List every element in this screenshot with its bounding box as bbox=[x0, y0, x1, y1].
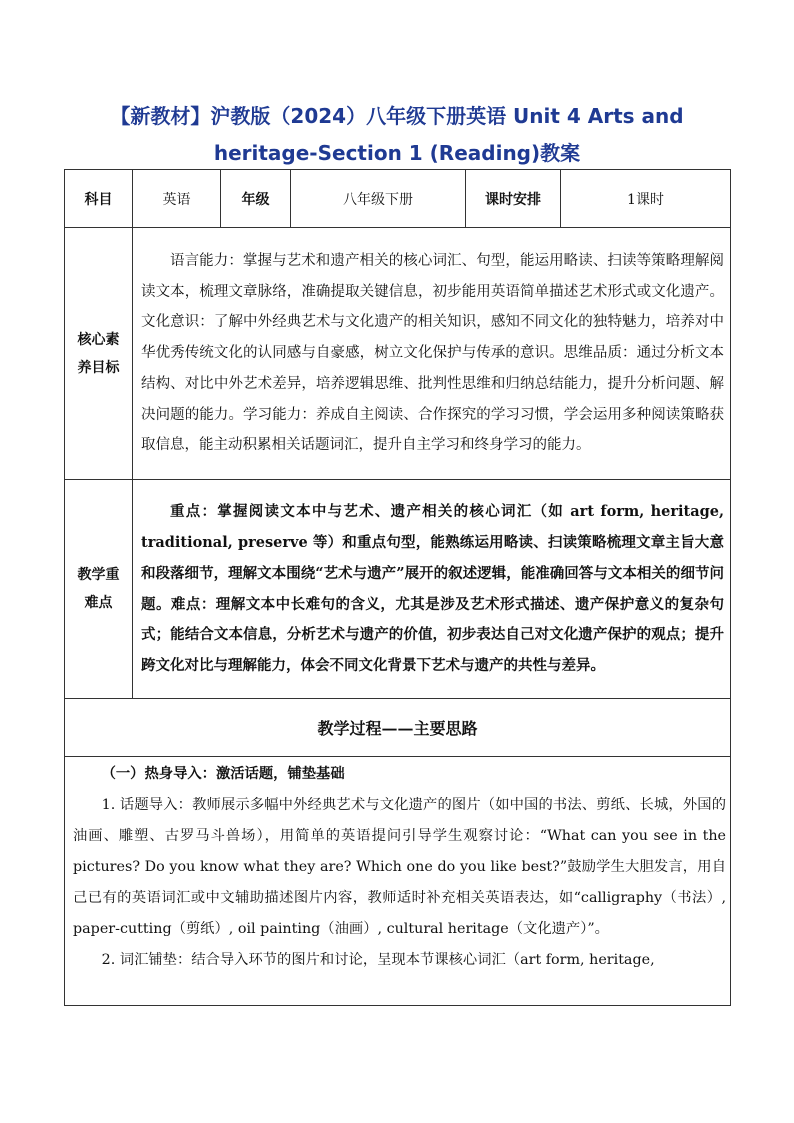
title-line-2: heritage-Section 1 (Reading)教案 bbox=[213, 141, 581, 165]
process-body bbox=[65, 757, 731, 1006]
title-line-1: 【新教材】沪教版（2024）八年级下册英语 Unit 4 Arts and bbox=[110, 104, 684, 128]
grade-value: 八年级下册 bbox=[291, 170, 466, 228]
grade-label: 年级 bbox=[221, 170, 291, 228]
process-title: 教学过程——主要思路 bbox=[65, 699, 731, 757]
subject-value: 英语 bbox=[133, 170, 221, 228]
key-points-text: 重点：掌握阅读文本中与艺术、遗产相关的核心词汇（如 art form, heritage, traditional, preserve 等）和重点句型，能熟练运用略读、扫读策略梳理文章主旨大意和段落细节，理解文本围绕“艺术与遗产”展开的叙述逻辑，能准确回答与文本相关的细节问题。难点：理解文本中长难句的含义，尤其是涉及艺术形式描述、遗产保护意义的复杂句式；能结合文本信息，分析艺术与遗产的价值，初步表达自己对文化遗产保护的观点；提升跨文化对比与理解能力，体会不同文化背景下艺术与遗产的共性与差异。 bbox=[133, 480, 731, 699]
process-item-2: 2. 词汇铺垫：结合导入环节的图片和讨论，呈现本节课核心词汇（art form, heritage, bbox=[101, 952, 655, 968]
document-title bbox=[64, 98, 730, 172]
hours-label: 课时安排 bbox=[466, 170, 561, 228]
process-body-row bbox=[65, 757, 731, 1006]
hours-value: 1课时 bbox=[561, 170, 731, 228]
process-item-1: 1. 话题导入：教师展示多幅中外经典艺术与文化遗产的图片（如中国的书法、剪纸、长城，外国的油画、雕塑、古罗马斗兽场），用简单的英语提问引导学生观察讨论：“What can you see in the pictures? Do you know what they are? Which one do you like best?”鼓励学生大胆发言，用自己已有的英语词汇或中文辅助描述图片内容，教师适时补充相关英语表达，如“calligraphy（书法）, paper-cutting（剪纸）, oil painting（油画）, cultural heritage（文化遗产）”。 bbox=[73, 797, 726, 937]
goals-text: 语言能力：掌握与艺术和遗产相关的核心词汇、句型，能运用略读、扫读等策略理解阅读文本，梳理文章脉络，准确提取关键信息，初步能用英语简单描述艺术形式或文化遗产。文化意识：了解中外经典艺术与文化遗产的相关知识，感知不同文化的独特魅力，培养对中华优秀传统文化的认同感与自豪感，树立文化保护与传承的意识。思维品质：通过分析文本结构、对比中外艺术差异，培养逻辑思维、批判性思维和归纳总结能力，提升分析问题、解决问题的能力。学习能力：养成自主阅读、合作探究的学习习惯，学会运用多种阅读策略获取信息，能主动积累相关话题词汇，提升自主学习和终身学习的能力。 bbox=[133, 228, 731, 480]
goals-row bbox=[65, 228, 731, 480]
header-row bbox=[65, 170, 731, 228]
key-points-row bbox=[65, 480, 731, 699]
process-title-row bbox=[65, 699, 731, 757]
section-heading: （一）热身导入：激活话题，铺垫基础 bbox=[101, 766, 345, 782]
subject-label: 科目 bbox=[65, 170, 133, 228]
key-points-label: 教学重难点 bbox=[65, 480, 133, 699]
goals-label: 核心素养目标 bbox=[65, 228, 133, 480]
lesson-plan-table bbox=[64, 169, 731, 1006]
